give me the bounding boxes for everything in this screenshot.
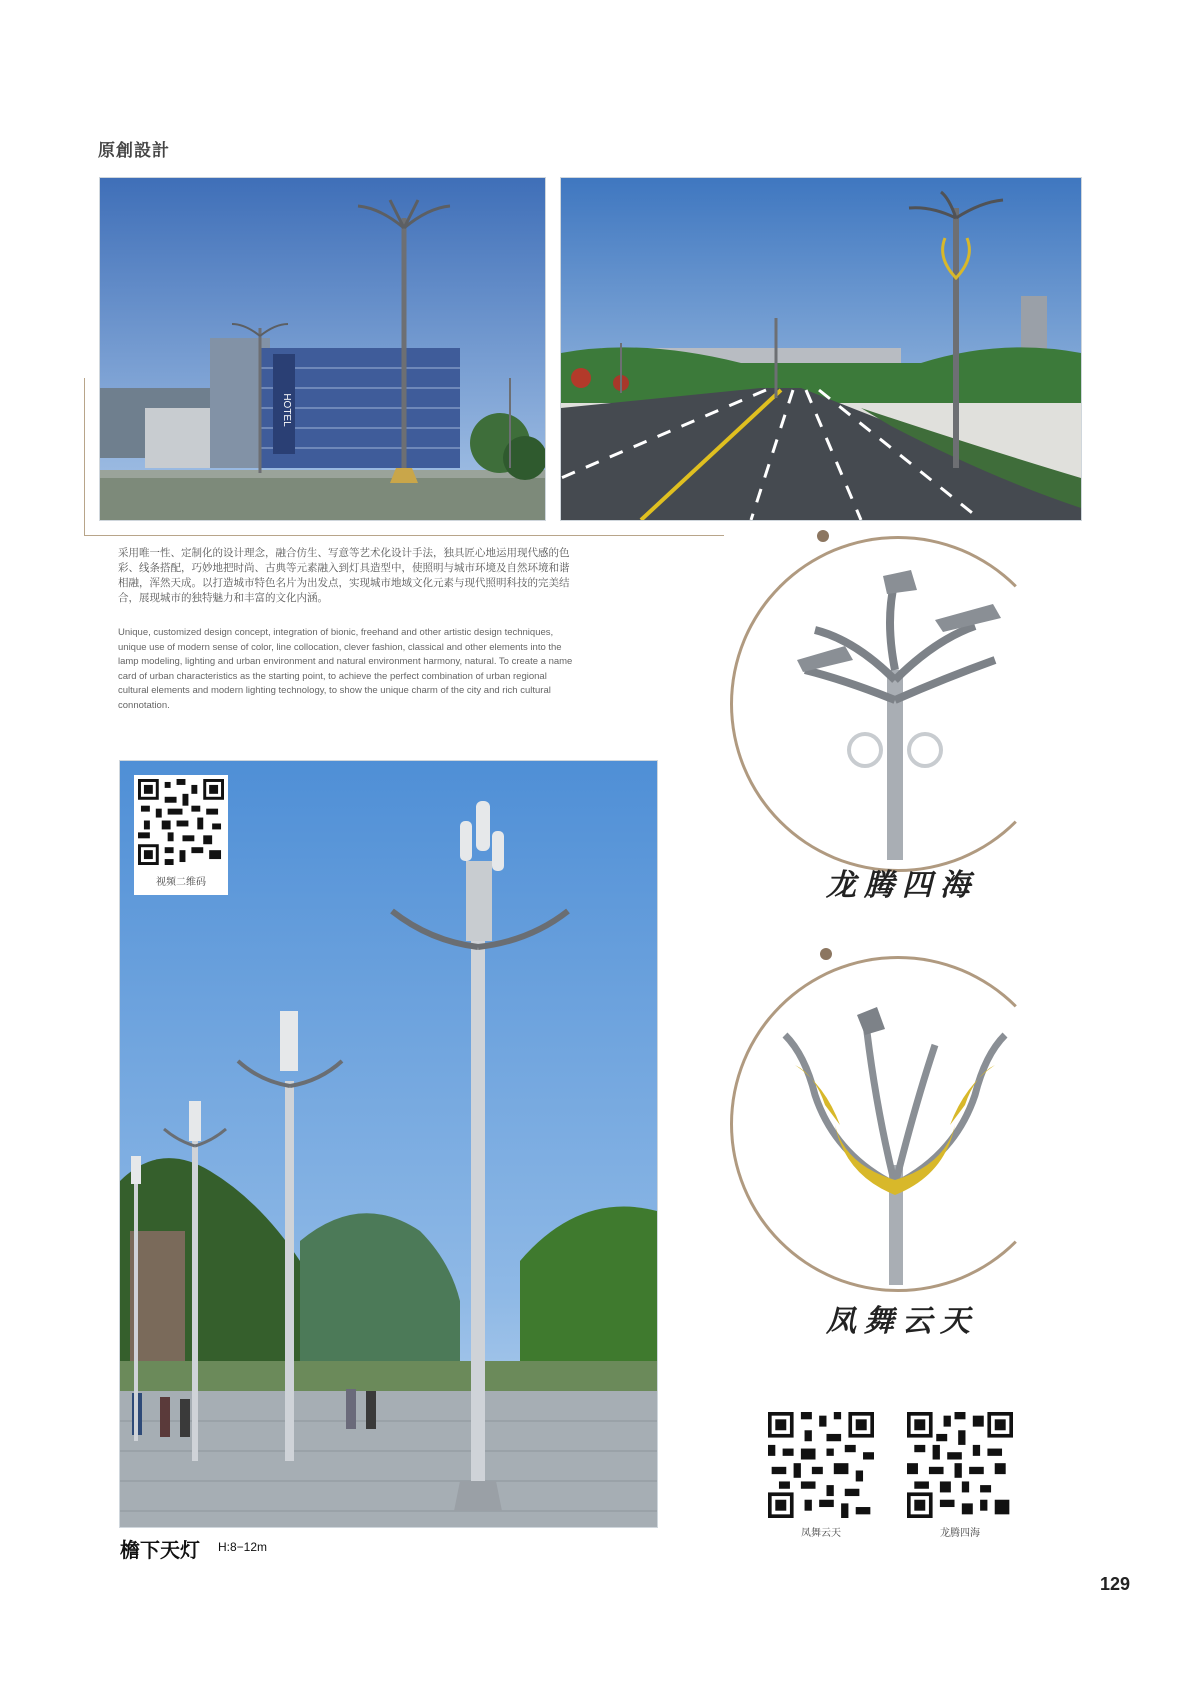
section-title: 原創設計 bbox=[98, 141, 170, 161]
video-qr-code[interactable] bbox=[138, 779, 224, 865]
description-english: Unique, customized design concept, integration of bionic, freehand and other artistic design techniques, unique use of modern sense of color, line collocation, clever fashion, classical and other elements into the lamp modeling, lighting and urban environment and natural environment harmony, natural. To create a name card of urban characteristics as the starting point, to achieve the perfect combination of urban regional cultural elements and modern lighting technology, to show the unique charm of the city and rich cultural connotation. bbox=[118, 627, 573, 711]
product-2-name: 凤舞云天 bbox=[826, 1304, 978, 1339]
bracket-line-vertical bbox=[84, 378, 85, 536]
photo-road-scene bbox=[560, 177, 1082, 521]
qr-code-right[interactable] bbox=[907, 1412, 1013, 1518]
product-1-name: 龙腾四海 bbox=[826, 868, 978, 903]
photo-hotel-scene bbox=[99, 177, 546, 521]
qr-label-left: 凤舞云天 bbox=[801, 1528, 841, 1539]
hotel-scene-illustration bbox=[100, 178, 545, 520]
qr-code-left[interactable] bbox=[768, 1412, 874, 1518]
product-2-dot bbox=[820, 948, 832, 960]
product-1-dot bbox=[817, 530, 829, 542]
road-scene-illustration bbox=[561, 178, 1081, 520]
qr-block-right bbox=[907, 1412, 1013, 1542]
video-qr-label: 视频二维码 bbox=[156, 877, 206, 888]
video-qr-block bbox=[134, 775, 228, 895]
caption-spec: H:8−12m bbox=[218, 1540, 268, 1554]
caption-title: 檐下天灯 bbox=[120, 1538, 200, 1562]
product-1-illustration bbox=[745, 560, 1045, 860]
product-2-illustration bbox=[745, 985, 1045, 1285]
description-chinese: 采用唯一性、定制化的设计理念，融合仿生、写意等艺术化设计手法，独具匠心地运用现代感的色彩、线条搭配，巧妙地把时尚、古典等元素融入到灯具造型中，使照明与城市环境及自然环境和谐相融，浑然天成。以打造城市特色名片为出发点，实现城市地域文化元素与现代照明科技的完美结合，展现城市的独特魅力和丰富的文化内涵。 bbox=[118, 547, 570, 604]
hotel-sign-text: HOTEL bbox=[281, 393, 292, 427]
bracket-line-horizontal bbox=[84, 535, 724, 536]
photo-main-lamps bbox=[119, 760, 658, 1528]
page-number: 129 bbox=[1099, 1574, 1130, 1594]
qr-block-left bbox=[768, 1412, 874, 1542]
qr-label-right: 龙腾四海 bbox=[940, 1528, 980, 1539]
